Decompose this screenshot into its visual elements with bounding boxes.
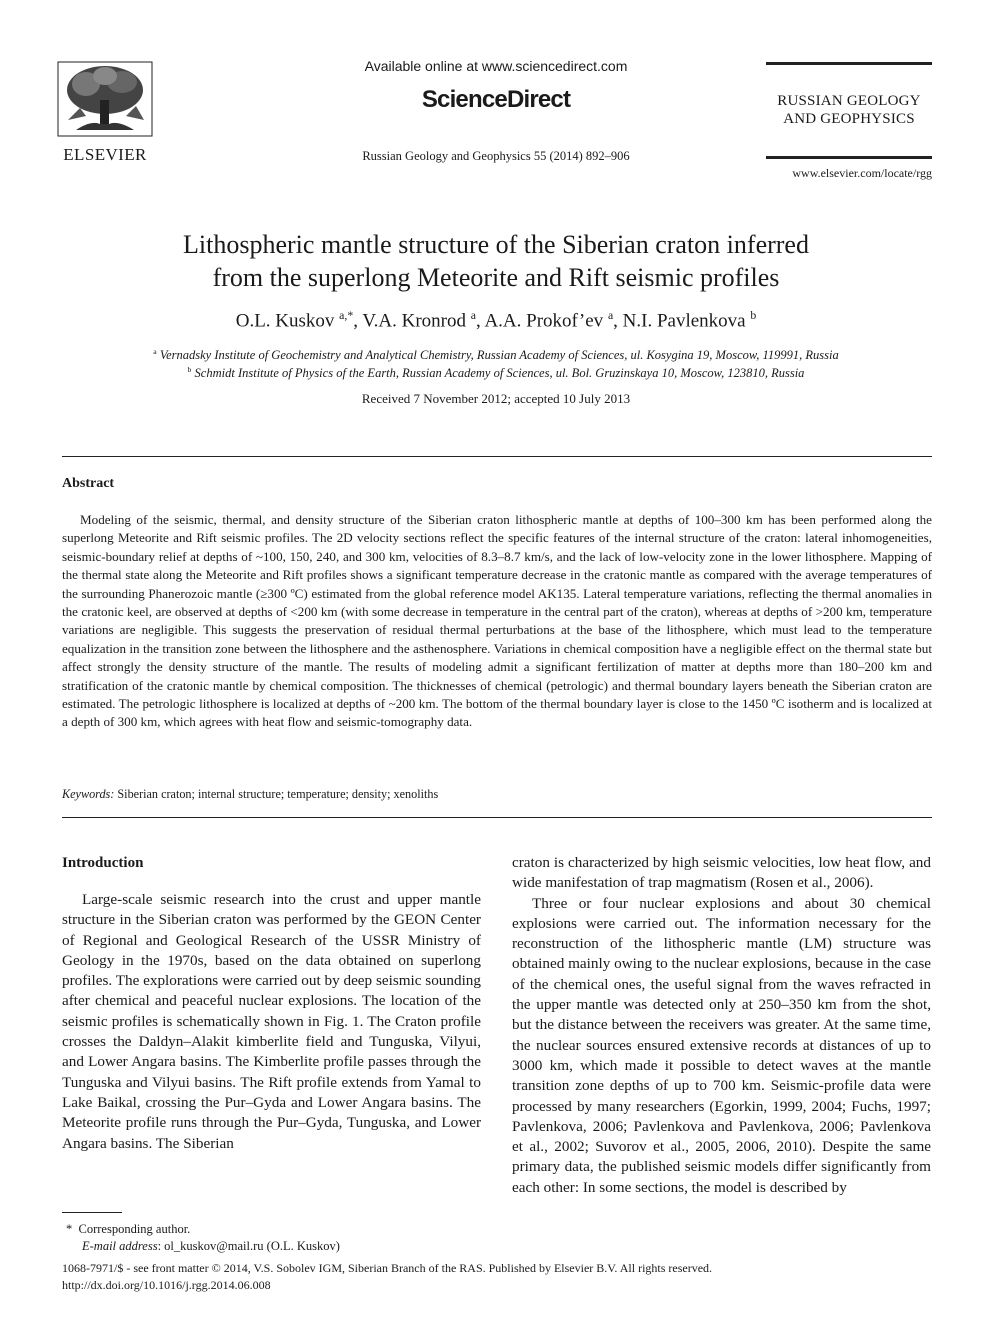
affiliation-b [60, 365, 932, 381]
journal-rule-bottom [766, 156, 932, 159]
author-name[interactable]: V.A. Kronrod [362, 310, 467, 332]
footnote-mark: * [66, 1222, 73, 1236]
abstract-heading: Abstract [62, 476, 115, 491]
author-list: O.L. Kuskov $^{a,*}$, V.A. Kronrod $^a$, A.A. Prokof’ev $^a$, N.I. Pavlenkova $^b$ [235, 309, 757, 332]
journal-name [766, 92, 932, 128]
author-marks: a [607, 309, 614, 322]
affiliation-mark: a [153, 347, 157, 356]
abstract-rule-top [62, 456, 932, 457]
corresponding-author-label: Corresponding author. [78, 1222, 191, 1236]
author-marks: a,* [339, 309, 354, 322]
email-value[interactable]: : ol_kuskov@mail.ru (O.L. Kuskov) [157, 1239, 340, 1253]
footnote-rule [62, 1212, 122, 1213]
article-title [80, 228, 912, 294]
sciencedirect-logo-text: ScienceDirect [421, 86, 571, 113]
journal-url-link[interactable]: www.elsevier.com/locate/rgg [792, 166, 932, 180]
keywords-label: Keywords: [62, 787, 115, 801]
journal-citation: Russian Geology and Geophysics 55 (2014) 892–906 [362, 149, 630, 163]
affiliation-text: Vernadsky Institute of Geochemistry and Analytical Chemistry, Russian Academy of Sciences, ul. Kosygina 19, Moscow, 119991, Russia [159, 348, 839, 363]
corresponding-author-note [66, 1222, 190, 1237]
affiliation-text: Schmidt Institute of Physics of the Earth, Russian Academy of Sciences, ul. Bol. Gruzinskaya 10, Moscow, 123810, Russia [194, 366, 805, 381]
available-online-text[interactable]: Available online at www.sciencedirect.com [364, 58, 628, 74]
journal-rule-top [766, 62, 932, 65]
email-label: E-mail address [82, 1239, 158, 1253]
elsevier-tree-icon [56, 60, 154, 138]
affiliation-mark: b [187, 365, 192, 374]
author-marks: b [750, 309, 757, 322]
right-column-paragraph-1: craton is characterized by high seismic velocities, low heat flow, and wide manifestation of trap magmatism (Rosen et al., 2006). [512, 854, 931, 892]
email-note [82, 1239, 340, 1254]
author-name[interactable]: N.I. Pavlenkova [622, 310, 746, 332]
abstract-text: Modeling of the seismic, thermal, and density structure of the Siberian craton lithospheric mantle at depths of 100–300 km has been performed along the superlong Meteorite and Rift seismic profiles. The 2D velocity sections reflect the specific features of the internal structure of the craton: lateral inhomogeneities, seismic-boundary relief at depths of ~100, 150, 240, and 300 km, velocities of 8.3–8.7 km/s, and the lack of low-velocity zone in the lower lithosphere. Mapping of the thermal state along the Meteorite and Rift profiles shows a significant temperature decrease in the cratonic mantle as compared with the average temperatures of the surrounding Phanerozoic mantle (≥300 ºC) estimated from the global reference model AK135. Lateral temperature variations, reflecting the thermal anomalies in the cratonic keel, are observed at depths of <200 km (with some decrease in temperature in the central part of the craton), whereas at depths of >200 km, temperature variations are negligible. This suggests the preservation of residual thermal perturbations at the base of the lithosphere, which must lead to the temperature equalization in the transition zone between the lithosphere and the asthenosphere. Variations in chemical composition have a negligible effect on the thermal state but affect strongly the density structure of the mantle. The results of modeling admit a significant fertilization of matter at depths more than 180–200 km and stratification of the cratonic mantle by chemical composition. The thicknesses of chemical (petrologic) and thermal boundary layers beneath the Siberian craton are estimated. The petrologic lithosphere is localized at depths of ~200 km. The bottom of the thermal boundary layer is close to the 1450 ºC isotherm and is localized at a depth of 300 km, which agrees with heat flow and seismic-tomography data. [62, 512, 932, 730]
affiliation-a [60, 347, 932, 363]
received-dates: Received 7 November 2012; accepted 10 July 2013 [361, 391, 631, 406]
elsevier-logo [56, 60, 154, 164]
keywords-list: Siberian craton; internal structure; temperature; density; xenoliths [117, 787, 439, 801]
author-name[interactable]: A.A. Prokof’ev [484, 310, 604, 332]
title-line-1: Lithospheric mantle structure of the Siberian craton inferred [183, 230, 809, 259]
section-heading-introduction: Introduction [62, 855, 144, 871]
author-marks: a [470, 309, 476, 322]
keywords [62, 787, 932, 802]
abstract-rule-bottom [62, 817, 932, 818]
title-line-2: from the superlong Meteorite and Rift seismic profiles [212, 263, 780, 292]
right-column-paragraph-2: Three or four nuclear explosions and about 30 chemical explosions were carried out. The information necessary for the reconstruction of the lithospheric mantle (LM) structure was obtained mainly owing to the nuclear explosions, because in the case of the chemical ones, the useful signal from the waves refracted in the upper mantle was detected only at 250–350 km from the shot, but the distance between the receivers was greater. At the same time, the nuclear sources ensured extensive records at distances of up to 3000 km, which made it possible to detect waves at the mantle transition zone depths of up to 700 km. Seismic-profile data were processed by many researchers (Egorkin, 1999, 2004; Fuchs, 1997; Pavlenkova, 2006; Pavlenkova and Pavlenkova, 2006; Pavlenkova et al., 2002; Suvorov et al., 2005, 2006, 2010). Despite the same primary data, the published seismic models differ significantly from each other: In some sections, the model is described by [512, 894, 931, 1196]
copyright-line: 1068-7971/$ - see front matter © 2014, V.S. Sobolev IGM, Siberian Branch of the RAS. Published by Elsevier B.V. All rights reserved. [62, 1261, 713, 1275]
left-column-paragraph: Large-scale seismic research into the crust and upper mantle structure in the Siberian craton was performed by the GEON Center of Regional and Geological Research of the USSR Ministry of Geology in the 1970s, based on the data obtained on superlong profiles. The explorations were carried out by deep seismic sounding after chemical and peaceful nuclear explosions. The location of the seismic profiles is schematically shown in Fig. 1. The Craton profile crosses the Daldyn–Alakit kimberlite field and Tunguska, Vilyui, and Lower Angara basins. The Kimberlite profile passes through the Tunguska and Vilyui basins. The Rift profile extends from Yamal to Lake Baikal, crossing the Pur–Gyda and Lower Angara basins. The Meteorite profile runs through the Pur–Gyda, Tunguska, and Lower Angara basins. The Siberian [62, 891, 481, 1152]
right-column [512, 853, 931, 1198]
doi-link[interactable]: http://dx.doi.org/10.1016/j.rgg.2014.06.008 [62, 1278, 271, 1292]
publisher-name: ELSEVIER [63, 145, 147, 164]
journal-name-line1: RUSSIAN GEOLOGY [777, 93, 921, 109]
journal-name-line2: AND GEOPHYSICS [783, 111, 915, 127]
author-name[interactable]: O.L. Kuskov [235, 310, 335, 332]
